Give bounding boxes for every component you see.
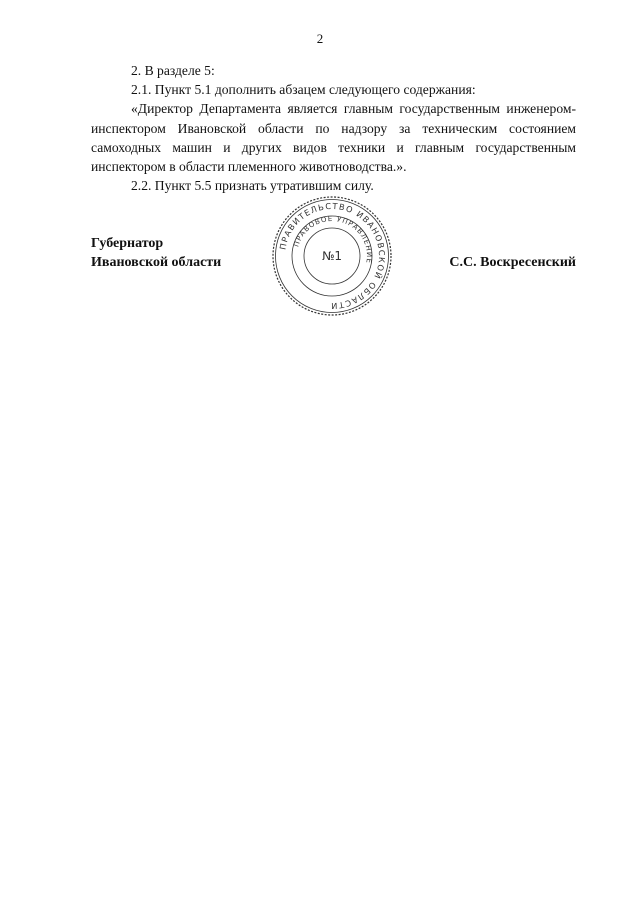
signatory-title-line2: Ивановской области <box>91 255 222 270</box>
seal-stamp-icon <box>270 194 394 318</box>
seal-number: №1 <box>321 249 343 263</box>
paragraph-item-2-1: 2.1. Пункт 5.1 дополнить абзацем следующего содержания: <box>131 82 476 98</box>
signatory-title-line1: Губернатор <box>91 236 164 251</box>
paragraph-quote: «Директор Департамента является главным государственным инженером-инспектором Ивановской области по надзору за техническим состоянием самоходных машин и других видов техники и главным государственным инспектором в области племенного животноводства.». <box>91 101 576 175</box>
signatory-name: С.С. Воскресенский <box>449 255 576 270</box>
page-number: 2 <box>316 31 324 46</box>
seal-outer-text: ПРАВИТЕЛЬСТВО ИВАНОВСКОЙ ОБЛАСТИ <box>277 200 388 312</box>
official-seal <box>270 194 394 318</box>
seal-inner-text: ПРАВОВОЕ УПРАВЛЕНИЕ <box>292 214 374 265</box>
document-body <box>91 61 576 195</box>
paragraph-item-2-2: 2.2. Пункт 5.5 признать утратившим силу. <box>131 178 374 194</box>
signatory-title <box>91 234 221 272</box>
paragraph-section-5: 2. В разделе 5: <box>131 63 215 78</box>
